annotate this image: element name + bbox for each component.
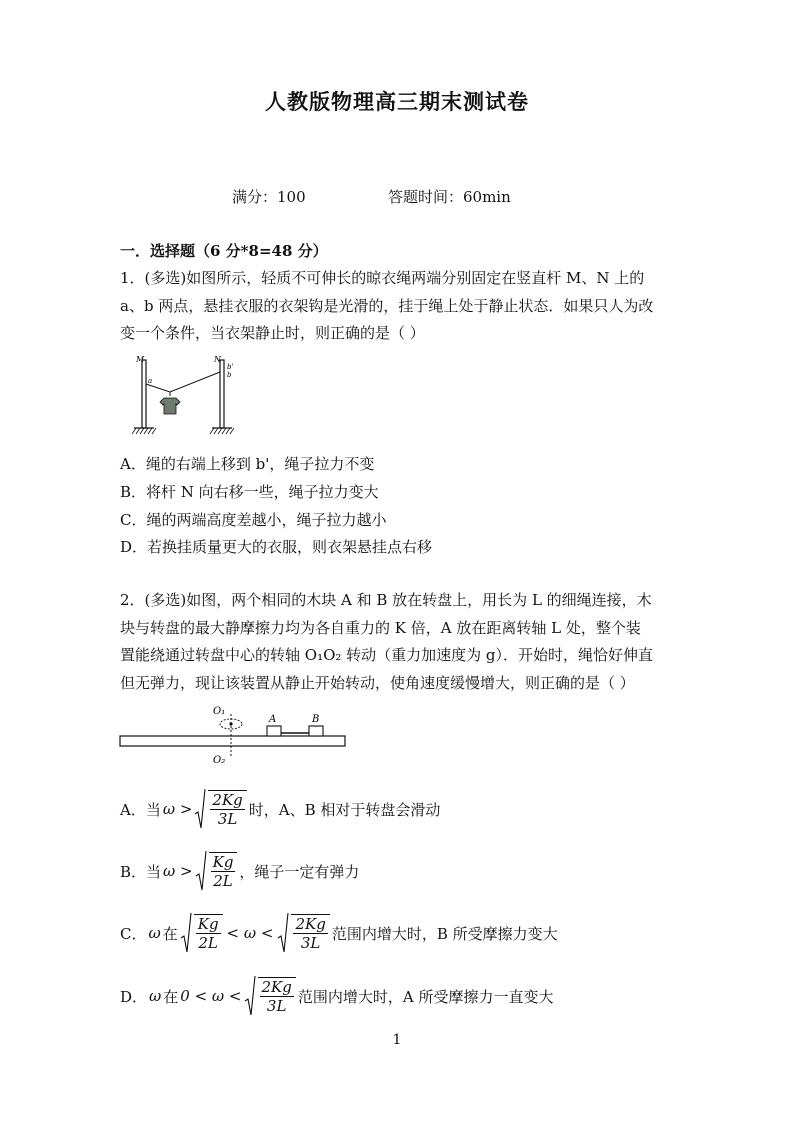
q2-optA-suffix: 时，A、B 相对于转盘会滑动 <box>248 800 441 819</box>
q1-option-a: A．绳的右端上移到 b'，绳子拉力不变 <box>120 455 375 473</box>
q1-label-b-prime: b' <box>227 363 234 371</box>
q2-optA-den: 3L <box>217 810 238 828</box>
q2-option-b <box>120 850 359 892</box>
q2-optC-mid: < ω < <box>226 924 274 942</box>
q2-optC-prefix: C． <box>120 924 147 943</box>
sqrt-icon <box>277 912 289 954</box>
q2-label-o1: O₁ <box>213 706 226 717</box>
full-score: 满分：100 <box>232 188 306 206</box>
q2-turntable-figure <box>115 700 355 770</box>
q2-optA-num: 2Kg <box>212 791 243 809</box>
q1-clothesline-figure <box>130 350 240 440</box>
q1-option-d: D．若换挂质量更大的衣服，则衣架悬挂点右移 <box>120 538 433 556</box>
q2-optB-cond: ω > <box>163 862 193 880</box>
q1-stem-line-3: 变一个条件，当衣架静止时，则正确的是（ ） <box>120 324 425 342</box>
sqrt-icon <box>180 912 192 954</box>
q2-optA-cond: ω > <box>162 800 193 818</box>
q1-stem-line-2: a、b 两点，悬挂衣服的衣架钩是光滑的，挂于绳上处于静止状态．如果只人为改 <box>120 297 654 315</box>
q2-optB-fraction <box>209 852 238 890</box>
page-number: 1 <box>392 1032 402 1048</box>
q2-optC-fraction-2 <box>291 914 329 952</box>
q2-optA-fraction <box>208 790 246 828</box>
q2-option-d <box>120 975 553 1017</box>
q1-stem-line-1: 1．(多选)如图所示，轻质不可伸长的晾衣绳两端分别固定在竖直杆 M、N 上的 <box>120 269 645 287</box>
q2-optC-den1: 2L <box>198 934 218 952</box>
q2-stem-line-1: 2．(多选)如图，两个相同的木块 A 和 B 放在转盘上，用长为 L 的细绳连接，木 <box>120 591 652 609</box>
q2-optC-zai: 在 <box>162 924 178 943</box>
q1-label-m: M <box>136 355 145 364</box>
q2-optB-num: Kg <box>212 853 234 871</box>
q2-optD-zai: 在 <box>163 987 179 1006</box>
q2-optD-cond: 0 < ω < <box>180 987 242 1005</box>
q2-optC-den2: 3L <box>300 934 321 952</box>
q2-optC-suffix: 范围内增大时，B 所受摩擦力变大 <box>331 924 558 943</box>
q1-option-b: B．将杆 N 向右移一些，绳子拉力变大 <box>120 483 379 501</box>
q2-optD-den: 3L <box>266 997 287 1015</box>
q2-optC-omega: ω <box>148 924 161 942</box>
q2-optB-prefix: B．当 <box>120 862 162 881</box>
q2-optC-fraction-1 <box>194 914 223 952</box>
q2-optD-fraction <box>258 977 296 1015</box>
q2-stem-line-4: 但无弹力，现让该装置从静止开始转动，使角速度缓慢增大，则正确的是（ ） <box>120 674 635 692</box>
q1-label-a: a <box>148 377 153 385</box>
q1-label-b: b <box>227 371 232 379</box>
q2-optA-prefix: A．当 <box>120 800 161 819</box>
q2-label-a: A <box>269 714 277 725</box>
sqrt-icon <box>194 788 206 830</box>
q2-label-b: B <box>312 714 320 725</box>
sqrt-icon <box>195 850 207 892</box>
q2-optC-num2: 2Kg <box>295 915 326 933</box>
answer-time: 答题时间：60min <box>388 188 511 206</box>
q2-optD-suffix: 范围内增大时，A 所受摩擦力一直变大 <box>297 987 554 1006</box>
q2-optD-num: 2Kg <box>261 978 292 996</box>
q2-label-o2: O₂ <box>213 755 226 766</box>
section-heading: 一．选择题（6 分*8=48 分） <box>120 242 328 260</box>
q2-stem-line-3: 置能绕通过转盘中心的转轴 O₁O₂ 转动（重力加速度为 g）．开始时，绳恰好伸直 <box>120 646 654 664</box>
page-title: 人教版物理高三期末测试卷 <box>265 89 529 114</box>
q2-optB-den: 2L <box>213 872 233 890</box>
q2-option-c <box>120 912 558 954</box>
q2-optD-prefix: D． <box>120 987 148 1006</box>
sqrt-icon <box>244 975 256 1017</box>
q2-optB-suffix: ，绳子一定有弹力 <box>239 862 360 881</box>
q1-option-c: C．绳的两端高度差越小，绳子拉力越小 <box>120 511 387 529</box>
q2-stem-line-2: 块与转盘的最大静摩擦力均为各自重力的 K 倍，A 放在距离转轴 L 处，整个装 <box>120 619 641 637</box>
q2-optC-num1: Kg <box>197 915 219 933</box>
q1-label-n: N <box>214 355 221 364</box>
q2-option-a <box>120 788 440 830</box>
q2-optD-omega: ω <box>149 987 162 1005</box>
